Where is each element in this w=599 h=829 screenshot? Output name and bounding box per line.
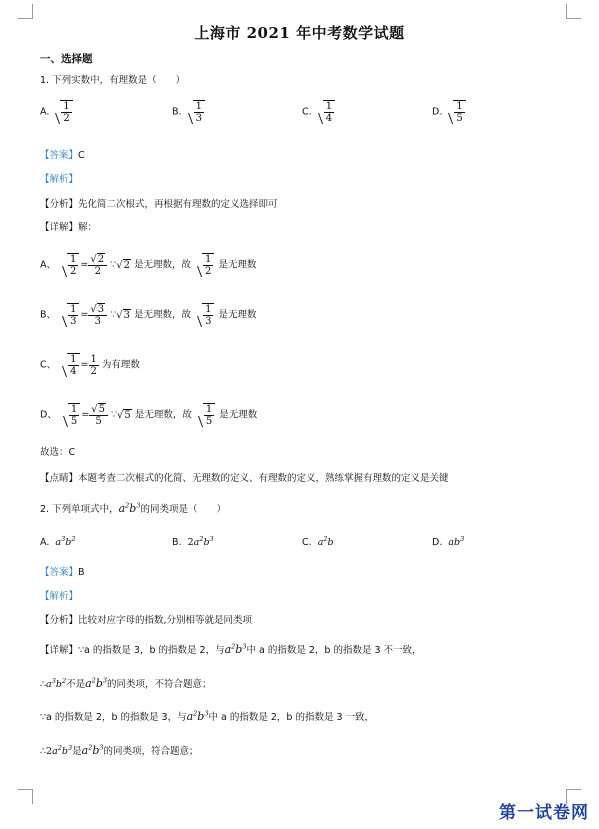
q1-option-d: D. $\frac{1}{5}$ (432, 100, 467, 124)
q2-detail-line-3: ∵a 的指数是 2，b 的指数是 3，与$a^2b^3$中 a 的指数是 2，b 的指数是 3 一致， (40, 709, 375, 723)
q2-answer: 【答案】B (40, 567, 85, 578)
q2-detail-line-4: $\therefore 2a^2b^3$是$a^2b^3$的同类项，符合题意； (40, 743, 199, 757)
q2-stem: 2. 下列单项式中，$a^2b^3$的同类项是（ ） (40, 501, 226, 515)
crop-mark-bottom-left (18, 789, 33, 804)
q1-xiangjie: 【详解】解： (40, 222, 98, 233)
q2-option-a: A. $a^3b^2$ (40, 534, 76, 548)
q1-fenxi: 【分析】先化简二次根式，再根据有理数的定义选择即可 (40, 199, 278, 210)
q2-option-c: C. $a^2b$ (302, 534, 334, 548)
q2-option-d: D. $ab^3$ (432, 534, 465, 548)
q1-step-c: C、 $\frac{1}{4}$ = $\frac{1}{2}$ 为有理数 (40, 353, 140, 377)
q1-step-d: D、 $\frac{1}{5}$ = $\frac{√5}{5}$ ∵√5 是无理数，故 $\frac{1}{5}$ 是无理数 (40, 403, 258, 427)
q2-detail-line-2: $\therefore a^3b^2$不是$a^2b^3$的同类项，不符合题意； (40, 676, 212, 690)
q1-answer: 【答案】C (40, 150, 85, 161)
q2-analysis-tag: 【解析】 (40, 591, 79, 602)
q1-stem: 1. 下列实数中，有理数是（ ） (40, 75, 186, 86)
q1-option-c: C. $\frac{1}{4}$ (302, 100, 336, 124)
q2-option-b: B. $2a^2b^3$ (172, 534, 214, 548)
q1-dianjing: 【点睛】本题考查二次根式的化简、无理数的定义、有理数的定义，熟练掌握有理数的定义是关键 (40, 473, 449, 484)
brand-watermark: 第一试卷网 (499, 803, 589, 823)
q1-step-a: A、 $\frac{1}{2}$ = $\frac{√2}{2}$ ∵√2 是无理数，故 $\frac{1}{2}$ 是无理数 (40, 253, 257, 277)
q2-fenxi: 【分析】比较对应字母的指数,分别相等就是同类项 (40, 615, 253, 626)
crop-mark-top-left (18, 4, 33, 19)
page-title: 上海市 2021 年中考数学试题 (194, 24, 405, 42)
q1-option-b: B. $\frac{1}{3}$ (172, 100, 206, 124)
q1-option-a: A. $\frac{1}{2}$ (40, 100, 74, 124)
q1-analysis-tag: 【解析】 (40, 174, 79, 185)
crop-mark-top-right (566, 4, 581, 19)
q1-conclusion: 故选：C (40, 447, 76, 458)
section-heading: 一、选择题 (40, 53, 93, 65)
q1-step-b: B、 $\frac{1}{3}$ = $\frac{√3}{3}$ ∵√3 是无理数，故 $\frac{1}{3}$ 是无理数 (40, 303, 257, 327)
q2-detail-line-1: 【详解】∵a 的指数是 3，b 的指数是 2，与$a^2b^3$中 a 的指数是 2，b 的指数是 3 不一致， (40, 642, 422, 656)
